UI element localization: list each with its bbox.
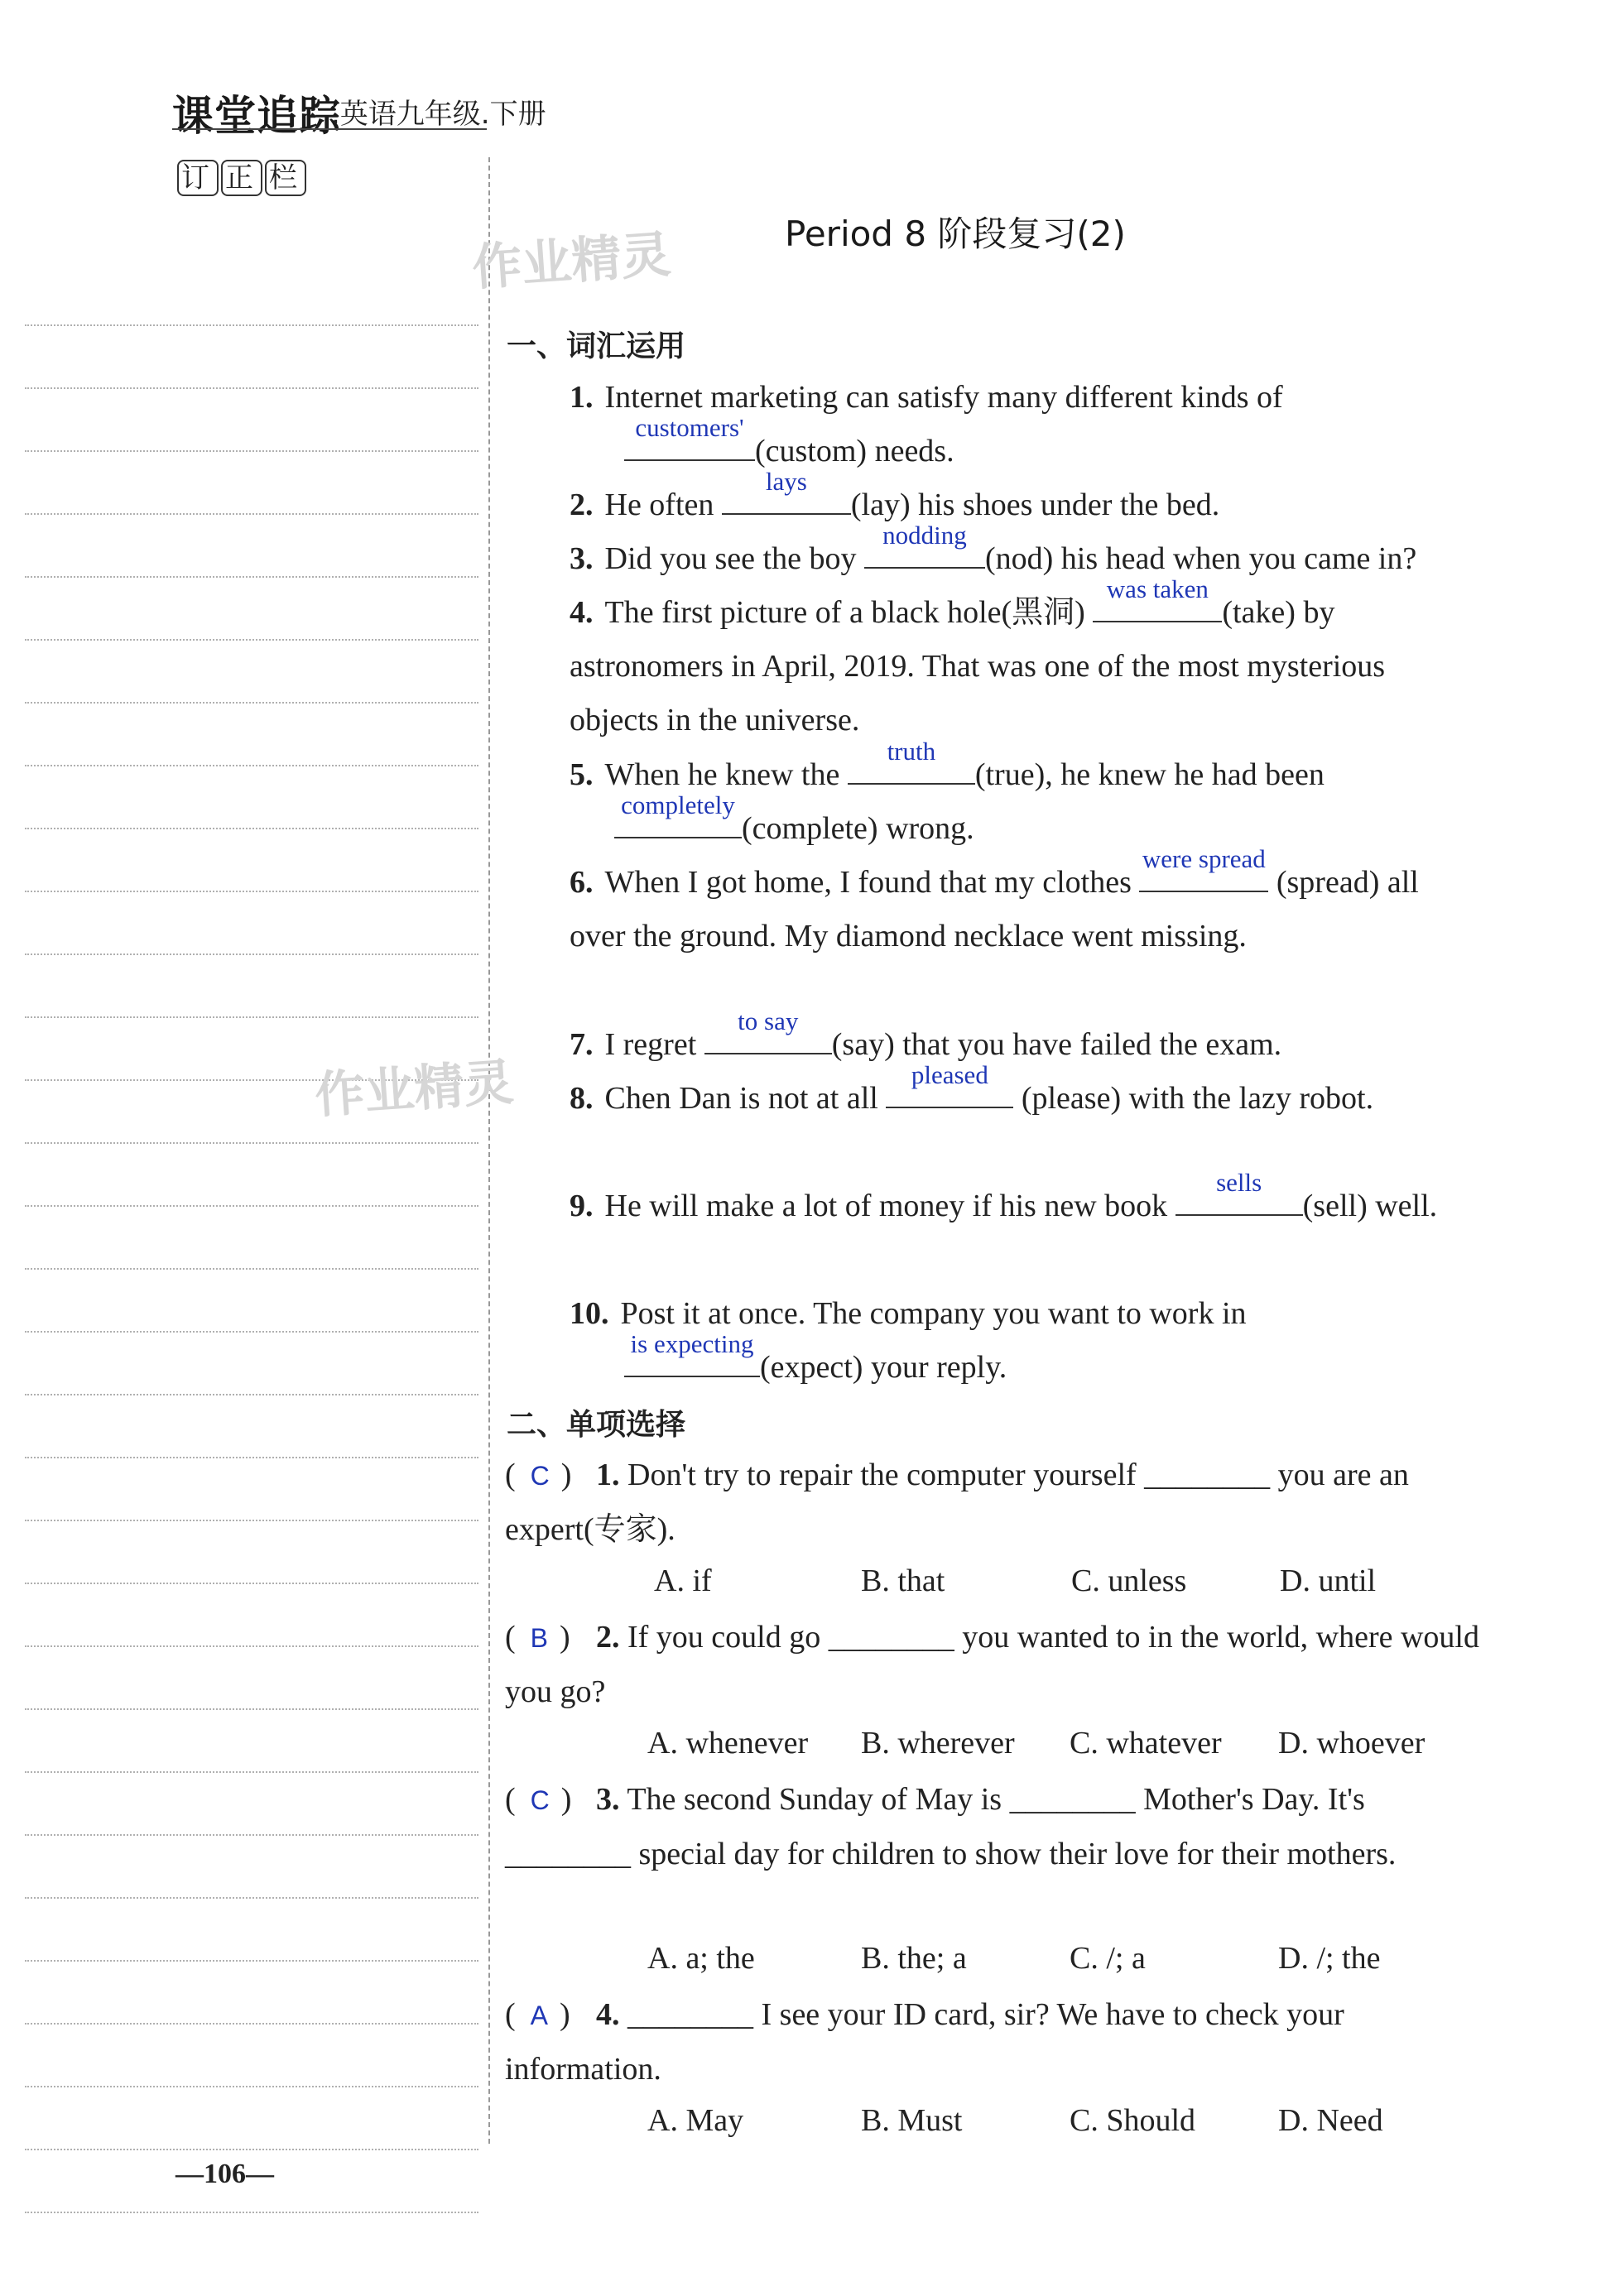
handwritten-answer: customers' (635, 413, 744, 442)
correction-line (25, 1962, 478, 2025)
question-number: 2. (570, 488, 594, 522)
header-rule (172, 128, 487, 130)
question-text: Chen Dan is not at all (604, 1081, 878, 1116)
vocab-question (570, 737, 1480, 856)
question-text: (expect) your reply. (760, 1350, 1007, 1385)
page-title: Period 8 阶段复习(2) (785, 214, 1126, 254)
handwritten-answer: lays (765, 467, 807, 496)
question-text: He will make a lot of money if his new book (604, 1189, 1168, 1223)
question-text: (custom) needs. (755, 434, 954, 468)
question-text: ________ I see your ID card, sir? We have to check your information. (505, 1997, 1344, 2087)
page-number: —106— (175, 2159, 274, 2189)
correction-line (25, 829, 478, 892)
handwritten-answer: pleased (911, 1060, 988, 1089)
answer-blank[interactable] (848, 737, 975, 785)
answer-blank[interactable] (1093, 574, 1222, 622)
column-divider (488, 157, 490, 2144)
handwritten-answer: was taken (1106, 574, 1209, 603)
question-text: When he knew the (604, 757, 840, 792)
option[interactable]: A. whenever (647, 1726, 809, 1760)
answer-blank[interactable] (624, 1329, 760, 1377)
question-number: 10. (570, 1296, 609, 1331)
correction-line (25, 1584, 478, 1647)
question-text: The second Sunday of May is ________ Mother's Day. It's ________ special day for children to show their love for their mothers. (505, 1782, 1397, 1871)
vocab-question (570, 844, 1480, 963)
vocab-question (570, 521, 1480, 586)
option[interactable]: B. the; a (861, 1941, 967, 1976)
handwritten-choice: C (530, 1461, 550, 1491)
question-text: (lay) his shoes under the bed. (850, 488, 1220, 522)
question-number: 3. (596, 1782, 620, 1817)
correction-line (25, 263, 478, 326)
question-number: 2. (596, 1620, 620, 1655)
question-number: 8. (570, 1081, 594, 1116)
option[interactable]: D. /; the (1278, 1941, 1381, 1976)
section-heading-vocabulary: 一、词汇运用 (507, 329, 686, 363)
question-number: 1. (570, 380, 594, 415)
correction-line (25, 326, 478, 389)
answer-blank[interactable] (722, 467, 851, 515)
answer-options (647, 1940, 1380, 1977)
vocab-question (570, 1060, 1480, 1126)
mc-question: ( C ) 1. Don't try to repair the computer yourself ________ you are an expert(专家). (505, 1458, 1409, 1547)
handwritten-answer: completely (621, 790, 735, 819)
question-text: I regret (604, 1027, 697, 1062)
handwritten-choice: A (530, 2001, 548, 2030)
correction-line (25, 1521, 478, 1584)
watermark: 作业精灵 (313, 1053, 516, 1126)
option[interactable]: C. Should (1070, 2103, 1196, 2138)
correction-line (25, 1899, 478, 1962)
handwritten-answer: is expecting (630, 1329, 754, 1358)
handwritten-answer: nodding (882, 521, 967, 550)
correction-line (25, 515, 478, 578)
correction-line (25, 578, 478, 641)
handwritten-choice: B (530, 1623, 548, 1653)
correction-label-char: 订 (177, 160, 219, 196)
question-text: Did you see the boy (604, 541, 857, 576)
question-number: 6. (570, 865, 594, 900)
answer-options (647, 2102, 1383, 2139)
mc-question: ( C ) 3. The second Sunday of May is ________ Mother's Day. It's ________ special day for children to show their love for their mothers. (505, 1782, 1397, 1871)
question-text: (take) by astronomers in April, 2019. That was one of the most mysterious objects in the universe. (570, 595, 1386, 737)
option[interactable]: B. that (861, 1563, 945, 1598)
correction-line (25, 1207, 478, 1270)
option[interactable]: A. a; the (647, 1941, 755, 1976)
question-number: 4. (570, 595, 594, 630)
question-text: Post it at once. The company you want to work in (620, 1296, 1247, 1331)
correction-line (25, 1836, 478, 1899)
option[interactable]: D. whoever (1278, 1726, 1426, 1760)
answer-blank[interactable] (614, 790, 742, 838)
question-text: (say) that you have failed the exam. (831, 1027, 1282, 1062)
correction-line (25, 704, 478, 766)
handwritten-answer: sells (1216, 1168, 1262, 1197)
handwritten-answer: truth (887, 737, 936, 766)
correction-line (25, 766, 478, 829)
question-number: 9. (570, 1189, 594, 1223)
correction-line (25, 1773, 478, 1836)
brand-logo: 课堂追踪 (172, 92, 341, 140)
vocab-question (570, 467, 1480, 532)
vocab-question (570, 1168, 1480, 1233)
correction-line (25, 1458, 478, 1521)
correction-line (25, 1710, 478, 1773)
correction-line (25, 955, 478, 1018)
handwritten-choice: C (530, 1785, 550, 1815)
correction-line (25, 1395, 478, 1458)
answer-blank[interactable] (886, 1060, 1013, 1108)
handwritten-answer: were spread (1142, 844, 1266, 873)
option[interactable]: B. wherever (861, 1726, 1015, 1760)
question-text: If you could go ________ you wanted to in the world, where would you go? (505, 1620, 1479, 1709)
question-text: (sell) well. (1302, 1189, 1438, 1223)
correction-line (25, 1333, 478, 1395)
correction-label-char: 栏 (265, 160, 306, 196)
correction-line (25, 2087, 478, 2150)
correction-column-label (177, 160, 309, 196)
question-text: He often (604, 488, 714, 522)
vocab-question (570, 371, 1480, 478)
answer-options (647, 1725, 1425, 1761)
vocab-question (570, 574, 1480, 747)
option[interactable]: B. Must (861, 2103, 963, 2138)
question-number: 4. (596, 1997, 620, 2032)
vocab-question (570, 1287, 1480, 1395)
question-text: (spread) all over the ground. My diamond necklace went missing. (570, 865, 1419, 953)
option[interactable]: A. if (654, 1563, 712, 1598)
correction-line (25, 389, 478, 452)
option[interactable]: D. Need (1278, 2103, 1383, 2138)
correction-line (25, 2025, 478, 2087)
answer-blank[interactable] (704, 1006, 832, 1054)
question-text: (complete) wrong. (742, 811, 974, 846)
book-subtitle: .英语九年级.下册 (331, 98, 546, 131)
correction-line (25, 1144, 478, 1207)
answer-blank[interactable] (1176, 1168, 1303, 1216)
answer-blank[interactable] (1139, 844, 1268, 892)
correction-line (25, 452, 478, 515)
option[interactable]: C. /; a (1070, 1941, 1146, 1976)
option[interactable]: C. whatever (1070, 1726, 1222, 1760)
question-number: 3. (570, 541, 594, 576)
question-text: Don't try to repair the computer yourself ________ you are an expert(专家). (505, 1458, 1409, 1547)
question-text: Internet marketing can satisfy many different kinds of (604, 380, 1283, 415)
vocab-question (570, 1006, 1480, 1072)
correction-line (25, 641, 478, 704)
question-number: 7. (570, 1027, 594, 1062)
correction-line (25, 1647, 478, 1710)
handwritten-answer: to say (738, 1006, 799, 1035)
mc-question: ( A ) 4. ________ I see your ID card, sir? We have to check your information. (505, 1997, 1344, 2087)
option[interactable]: A. May (647, 2103, 744, 2138)
section-heading-multiple-choice: 二、单项选择 (507, 1408, 686, 1442)
correction-line (25, 1270, 478, 1333)
question-number: 1. (596, 1458, 620, 1492)
option[interactable]: C. unless (1071, 1563, 1187, 1598)
question-text: (nod) his head when you came in? (984, 541, 1417, 576)
question-text: (please) with the lazy robot. (1021, 1081, 1374, 1116)
option[interactable]: D. until (1280, 1563, 1377, 1598)
correction-lines (25, 263, 478, 2213)
answer-options (654, 1563, 1376, 1599)
question-text: (true), he knew he had been (974, 757, 1325, 792)
correction-label-char: 正 (221, 160, 262, 196)
question-text: When I got home, I found that my clothes (604, 865, 1132, 900)
mc-question: ( B ) 2. If you could go ________ you wanted to in the world, where would you go? (505, 1620, 1479, 1709)
question-text: The first picture of a black hole(黑洞) (604, 595, 1085, 630)
answer-blank[interactable] (864, 521, 985, 569)
watermark: 作业精灵 (470, 225, 673, 298)
question-number: 5. (570, 757, 594, 792)
correction-line (25, 892, 478, 955)
